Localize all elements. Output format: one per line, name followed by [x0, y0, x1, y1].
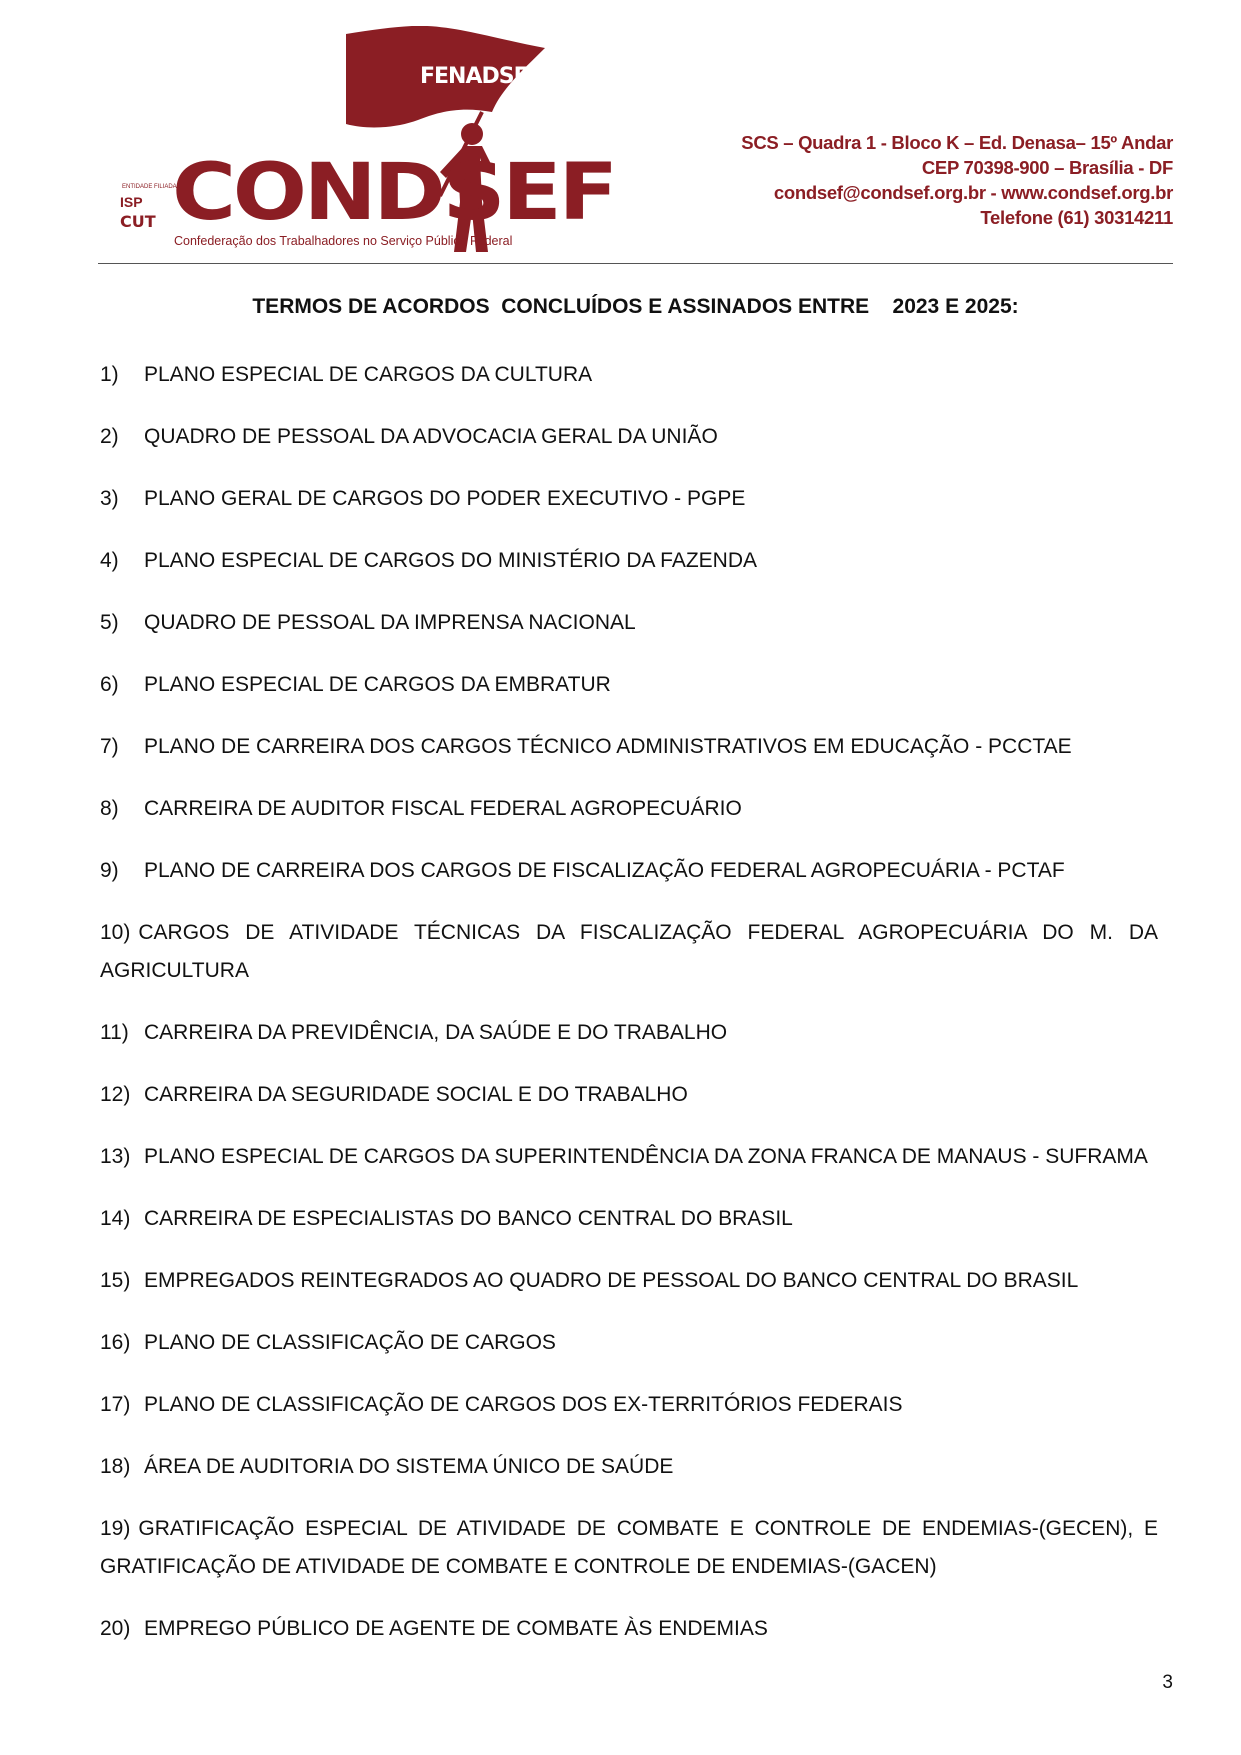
contact-address: SCS – Quadra 1 - Bloco K – Ed. Denasa– 15º Andar — [741, 132, 1173, 153]
agreements-list — [100, 356, 1158, 1672]
item-text: CARREIRA DA SEGURIDADE SOCIAL E DO TRABALHO — [144, 1083, 688, 1106]
item-text: CARREIRA DE ESPECIALISTAS DO BANCO CENTRAL DO BRASIL — [144, 1207, 793, 1230]
list-item — [100, 1262, 1158, 1300]
list-item — [100, 790, 1158, 828]
contact-cep: CEP 70398-900 – Brasília - DF — [921, 157, 1173, 178]
item-text: ÁREA DE AUDITORIA DO SISTEMA ÚNICO DE SAÚDE — [144, 1455, 674, 1478]
item-number: 4) — [100, 549, 119, 572]
item-number: 17) — [100, 1393, 131, 1416]
condsef-brand-name: CONDSEF — [172, 148, 615, 238]
list-item — [100, 666, 1158, 704]
isp-logo-text: ISP — [120, 194, 143, 210]
item-number: 12) — [100, 1083, 131, 1106]
item-number: 14) — [100, 1207, 131, 1230]
item-text: CARREIRA DE AUDITOR FISCAL FEDERAL AGROPECUÁRIO — [144, 797, 742, 820]
item-number: 15) — [100, 1269, 131, 1292]
item-text: PLANO ESPECIAL DE CARGOS DO MINISTÉRIO DA FAZENDA — [144, 549, 758, 572]
item-number: 10) — [100, 921, 131, 944]
item-number: 2) — [100, 425, 119, 448]
item-number: 6) — [100, 673, 119, 696]
item-number: 1) — [100, 363, 119, 386]
list-item — [100, 356, 1158, 394]
list-item — [100, 1610, 1158, 1648]
item-number: 5) — [100, 611, 119, 634]
item-text: EMPREGO PÚBLICO DE AGENTE DE COMBATE ÀS ENDEMIAS — [144, 1617, 768, 1640]
list-item — [100, 1324, 1158, 1362]
contact-phone: Telefone (61) 30314211 — [980, 207, 1173, 228]
cut-logo-text: CUT — [120, 212, 156, 231]
list-item — [100, 1386, 1158, 1424]
item-text: PLANO DE CARREIRA DOS CARGOS TÉCNICO ADMINISTRATIVOS EM EDUCAÇÃO - PCCTAE — [144, 735, 1072, 758]
item-number: 13) — [100, 1145, 131, 1168]
list-item — [100, 1448, 1158, 1486]
item-number: 7) — [100, 735, 119, 758]
brand-subtitle: Confederação dos Trabalhadores no Serviço Público Federal — [174, 234, 513, 248]
item-text: PLANO ESPECIAL DE CARGOS DA EMBRATUR — [144, 673, 611, 696]
list-item — [100, 852, 1158, 890]
list-item — [100, 1076, 1158, 1114]
item-text: QUADRO DE PESSOAL DA ADVOCACIA GERAL DA UNIÃO — [144, 425, 718, 448]
letterhead — [0, 0, 1241, 270]
item-text: PLANO ESPECIAL DE CARGOS DA CULTURA — [144, 363, 593, 386]
item-text: PLANO DE CARREIRA DOS CARGOS DE FISCALIZAÇÃO FEDERAL AGROPECUÁRIA - PCTAF — [144, 859, 1065, 882]
item-number: 16) — [100, 1331, 131, 1354]
list-item — [100, 914, 1158, 990]
list-item — [100, 1510, 1158, 1586]
item-text: GRATIFICAÇÃO ESPECIAL DE ATIVIDADE DE COMBATE E CONTROLE DE ENDEMIAS-(GECEN), E GRATIFICAÇÃO DE ATIVIDADE DE COMBATE E CONTROLE DE ENDEMIAS-(GACEN) — [100, 1517, 1158, 1578]
header-divider — [98, 263, 1173, 264]
item-text: PLANO GERAL DE CARGOS DO PODER EXECUTIVO - PGPE — [144, 487, 746, 510]
item-number: 20) — [100, 1617, 131, 1640]
item-text: CARREIRA DA PREVIDÊNCIA, DA SAÚDE E DO TRABALHO — [144, 1021, 728, 1044]
item-number: 9) — [100, 859, 119, 882]
condsef-logo — [120, 26, 615, 256]
page-number: 3 — [1162, 1672, 1173, 1693]
item-text: PLANO DE CLASSIFICAÇÃO DE CARGOS — [144, 1331, 556, 1354]
list-item — [100, 418, 1158, 456]
list-item — [100, 480, 1158, 518]
list-item — [100, 728, 1158, 766]
item-text: PLANO DE CLASSIFICAÇÃO DE CARGOS DOS EX-TERRITÓRIOS FEDERAIS — [144, 1393, 903, 1416]
item-number: 19) — [100, 1517, 131, 1540]
list-item — [100, 604, 1158, 642]
item-number: 3) — [100, 487, 119, 510]
item-text: EMPREGADOS REINTEGRADOS AO QUADRO DE PESSOAL DO BANCO CENTRAL DO BRASIL — [144, 1269, 1079, 1292]
item-text: PLANO ESPECIAL DE CARGOS DA SUPERINTENDÊNCIA DA ZONA FRANCA DE MANAUS - SUFRAMA — [144, 1145, 1148, 1168]
list-item — [100, 1138, 1158, 1176]
list-item — [100, 542, 1158, 580]
item-number: 11) — [100, 1021, 129, 1044]
contact-email-web: condsef@condsef.org.br - www.condsef.org.br — [773, 182, 1173, 203]
fenadsef-flag-text: FENADSEF — [420, 64, 542, 89]
list-item — [100, 1200, 1158, 1238]
item-number: 18) — [100, 1455, 131, 1478]
item-text: CARGOS DE ATIVIDADE TÉCNICAS DA FISCALIZAÇÃO FEDERAL AGROPECUÁRIA DO M. DA AGRICULTURA — [100, 921, 1158, 982]
item-number: 8) — [100, 797, 119, 820]
list-item — [100, 1014, 1158, 1052]
item-text: QUADRO DE PESSOAL DA IMPRENSA NACIONAL — [144, 611, 636, 634]
affiliation-small-text: ENTIDADE FILIADA — [122, 184, 177, 190]
contact-block — [741, 130, 1173, 230]
document-title: TERMOS DE ACORDOS CONCLUÍDOS E ASSINADOS ENTRE 2023 E 2025: — [252, 295, 1019, 318]
